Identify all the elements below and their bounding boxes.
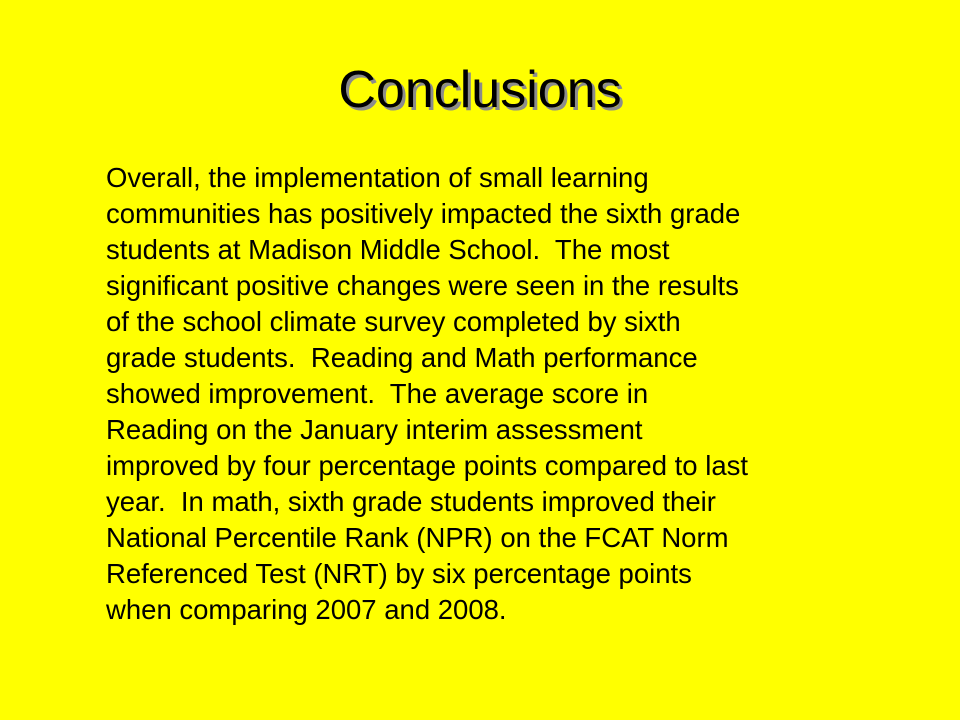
paragraph-line: Referenced Test (NRT) by six percentage points [106, 558, 692, 589]
paragraph-line: of the school climate survey completed by sixth [106, 306, 681, 337]
paragraph-line: Overall, the implementation of small learning [106, 162, 649, 193]
paragraph-line: year. In math, sixth grade students improved their [106, 486, 716, 517]
paragraph-line: significant positive changes were seen in the results [106, 270, 739, 301]
paragraph-line: Reading on the January interim assessment [106, 414, 643, 445]
paragraph-line: grade students. Reading and Math performance [106, 342, 698, 373]
paragraph-line: improved by four percentage points compared to last [106, 450, 749, 481]
slide-title: Conclusions [338, 61, 622, 119]
paragraph-line: students at Madison Middle School. The most [106, 234, 670, 265]
paragraph-line: communities has positively impacted the sixth grade [106, 198, 741, 229]
paragraph-line: when comparing 2007 and 2008. [106, 594, 507, 625]
conclusion-paragraph [106, 160, 866, 628]
paragraph-line: showed improvement. The average score in [106, 378, 649, 409]
paragraph-line: National Percentile Rank (NPR) on the FCAT Norm [106, 522, 729, 553]
